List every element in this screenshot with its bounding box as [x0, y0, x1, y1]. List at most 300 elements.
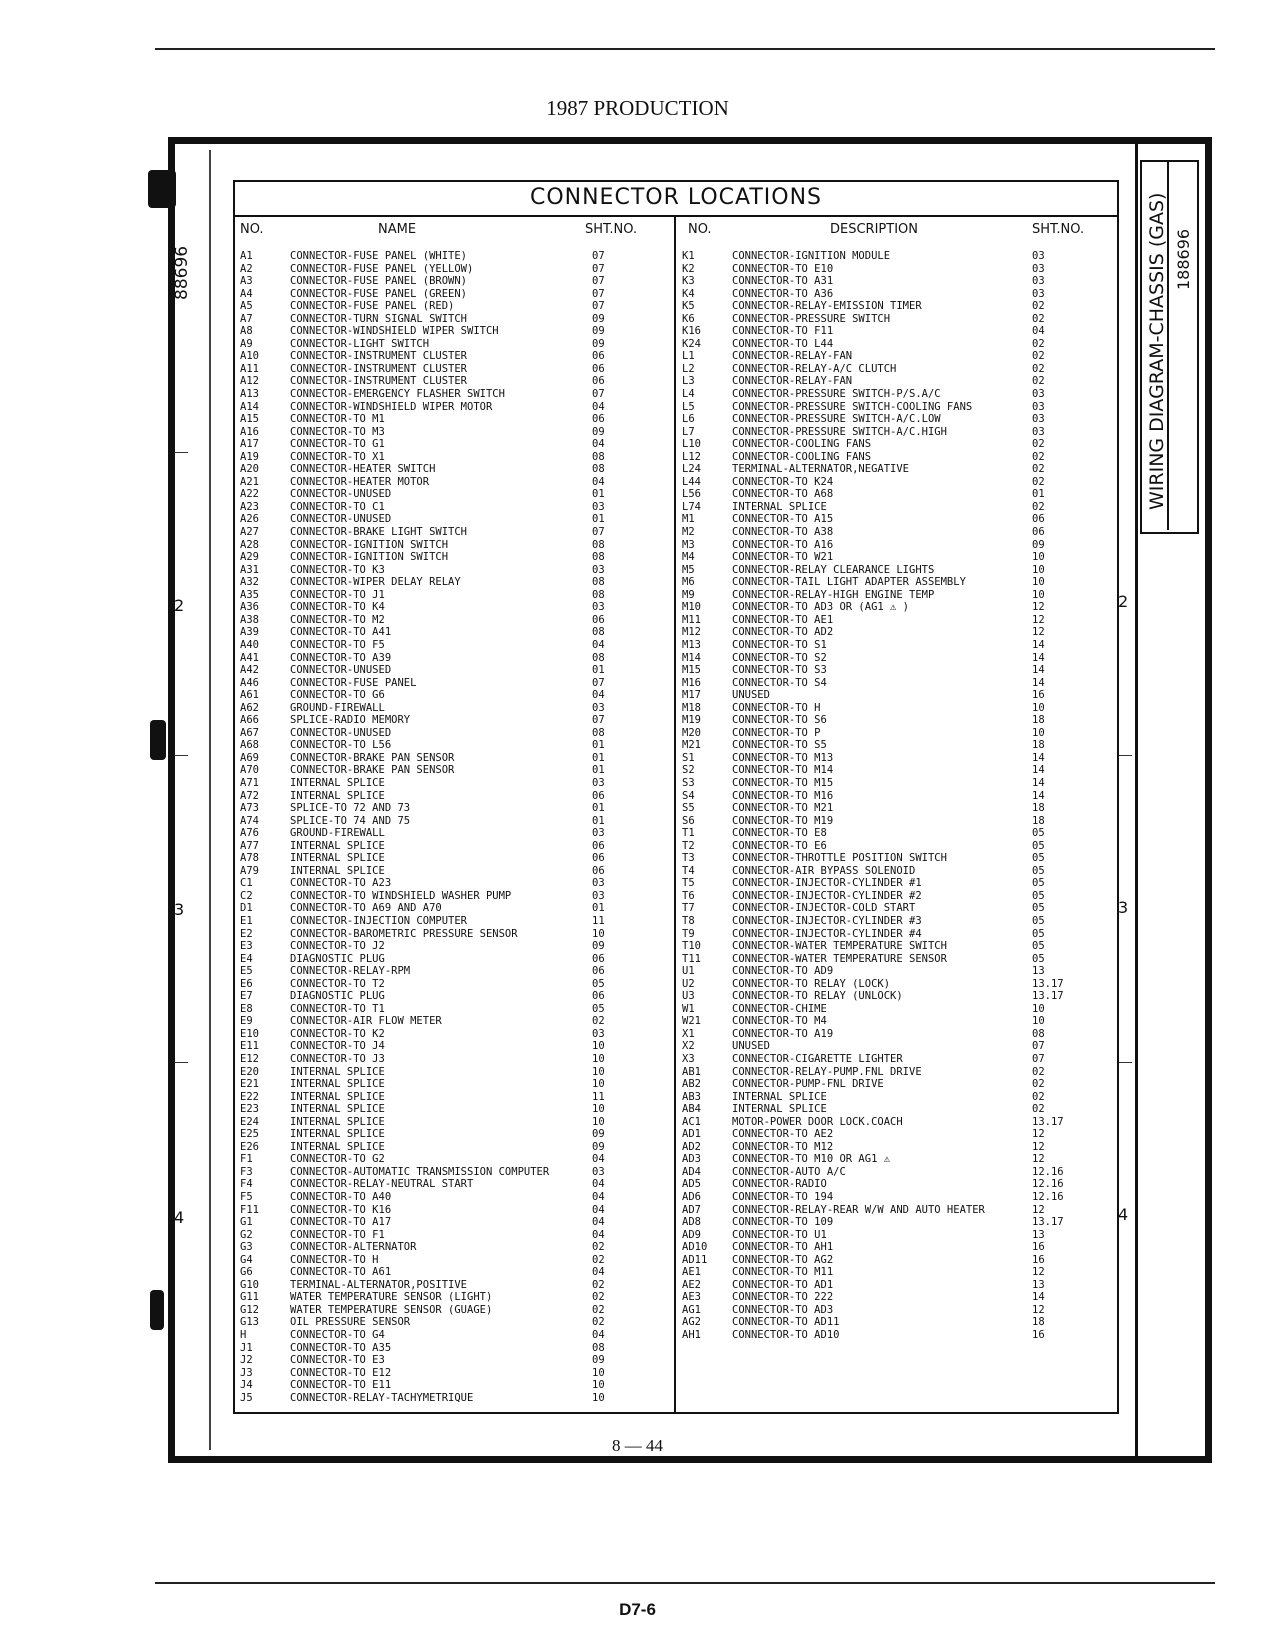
sheet-inner-margin	[209, 150, 211, 1450]
connector-number: S2	[682, 764, 695, 777]
sheet-number: 01	[592, 764, 605, 777]
connector-number: F11	[240, 1203, 259, 1216]
page-header-title: 1987 PRODUCTION	[546, 96, 729, 120]
connector-name: CONNECTOR-TO U1	[732, 1228, 827, 1241]
connector-name: CONNECTOR-RELAY-FAN	[732, 375, 853, 388]
connector-name: CONNECTOR-TO M15	[732, 776, 834, 789]
sheet-number: 05	[1032, 914, 1045, 927]
table-row	[682, 1204, 1107, 1217]
sheet-number: 01	[592, 488, 605, 501]
table-title: CONNECTOR LOCATIONS	[529, 185, 823, 210]
table-row	[240, 626, 665, 639]
connector-name: CONNECTOR-TO M1	[290, 413, 385, 426]
connector-number: A13	[240, 388, 259, 401]
sheet-number: 07	[1032, 1040, 1045, 1053]
zone-tick	[174, 452, 188, 453]
sheet-number: 05	[1032, 952, 1045, 965]
table-row	[682, 1153, 1107, 1166]
connector-name: CONNECTOR-TO G6	[290, 689, 385, 702]
connector-number: A29	[240, 551, 259, 564]
connector-number: M5	[682, 563, 695, 576]
table-row	[682, 764, 1107, 777]
sheet-number: 05	[1032, 864, 1045, 877]
sheet-number: 07	[592, 287, 605, 300]
connector-number: A42	[240, 664, 259, 677]
table-row	[240, 363, 665, 376]
table-row	[682, 1279, 1107, 1292]
connector-name: CONNECTOR-TO L44	[732, 337, 834, 350]
connector-name: CONNECTOR-INJECTOR-CYLINDER #2	[732, 889, 922, 902]
table-row	[240, 1316, 665, 1329]
connector-name: CONNECTOR-IGNITION SWITCH	[290, 538, 449, 551]
connector-number: G1	[240, 1216, 253, 1229]
sheet-number: 10	[592, 1053, 605, 1065]
table-row	[682, 1028, 1107, 1041]
title-rule	[233, 215, 1119, 217]
connector-number: A41	[240, 651, 259, 664]
sheet-number: 14	[1032, 776, 1045, 789]
connector-name: DIAGNOSTIC PLUG	[290, 952, 385, 965]
sheet-number: 10	[1032, 726, 1045, 739]
sheet-number: 10	[1032, 563, 1045, 576]
zone-label-left-2: 2	[174, 596, 185, 615]
sheet-number: 12	[1032, 1153, 1045, 1166]
connector-number: T11	[682, 952, 701, 965]
sheet-number: 12	[1032, 626, 1045, 639]
connector-name: CONNECTOR-TO AD10	[732, 1329, 840, 1342]
connector-name: CONNECTOR-FUSE PANEL (RED)	[290, 300, 455, 313]
sheet-number: 08	[592, 450, 605, 463]
table-row	[240, 1078, 665, 1091]
sheet-number: 13.17	[1032, 1115, 1064, 1128]
connector-name: CONNECTOR-AIR BYPASS SOLENOID	[732, 864, 916, 877]
connector-name: INTERNAL SPLICE	[290, 1065, 385, 1078]
table-row	[240, 451, 665, 464]
table-row	[240, 727, 665, 740]
table-row	[682, 1103, 1107, 1116]
table-row	[240, 263, 665, 276]
connector-name: CONNECTOR-TO M14	[732, 764, 834, 777]
sheet-number: 04	[592, 689, 605, 702]
sheet-number: 06	[592, 864, 605, 877]
connector-number: A40	[240, 638, 259, 651]
connector-name: CONNECTOR-AUTOMATIC TRANSMISSION COMPUTER	[290, 1165, 550, 1178]
sheet-number: 14	[1032, 676, 1045, 689]
connector-number: AD3	[682, 1153, 701, 1166]
sheet-number: 06	[592, 613, 605, 626]
connector-number: A74	[240, 814, 259, 827]
table-row	[240, 1040, 665, 1053]
connector-name: UNUSED	[732, 689, 770, 702]
connector-number: M3	[682, 538, 695, 551]
connector-number: L2	[682, 362, 695, 375]
connector-name: CONNECTOR-TO K3	[290, 563, 385, 576]
connector-name: CONNECTOR-TO G4	[290, 1329, 385, 1342]
table-row	[682, 325, 1107, 338]
connector-number: K4	[682, 287, 695, 300]
connector-number: S1	[682, 751, 695, 764]
table-row	[240, 1279, 665, 1292]
connector-name: CONNECTOR-TO M19	[732, 814, 834, 827]
table-row	[240, 1178, 665, 1191]
connector-number: A68	[240, 739, 259, 752]
connector-name: CONNECTOR-TO AD9	[732, 965, 834, 978]
connector-name: CONNECTOR-INSTRUMENT CLUSTER	[290, 375, 468, 388]
sheet-number: 04	[592, 1178, 605, 1191]
table-row	[240, 501, 665, 514]
connector-name: INTERNAL SPLICE	[732, 500, 827, 513]
table-row	[240, 539, 665, 552]
connector-number: K16	[682, 325, 701, 338]
table-row	[240, 313, 665, 326]
connector-name: CONNECTOR-INJECTOR-COLD START	[732, 902, 916, 915]
connector-name: CONNECTOR-TO F5	[290, 638, 385, 651]
table-row	[682, 426, 1107, 439]
connector-number: A21	[240, 475, 259, 488]
sheet-number: 04	[592, 1228, 605, 1241]
table-row	[682, 890, 1107, 903]
sheet-number: 04	[592, 1216, 605, 1229]
sheet-number: 09	[592, 312, 605, 325]
connector-number: M20	[682, 726, 701, 739]
sheet-number: 14	[1032, 651, 1045, 664]
sheet-number: 18	[1032, 814, 1045, 827]
table-row	[682, 1053, 1107, 1066]
connector-number: AD7	[682, 1203, 701, 1216]
table-row	[240, 802, 665, 815]
table-row	[240, 953, 665, 966]
connector-number: A12	[240, 375, 259, 388]
connector-number: F3	[240, 1165, 253, 1178]
sheet-number: 11	[592, 1090, 605, 1103]
connector-number: A9	[240, 337, 253, 350]
connector-name: INTERNAL SPLICE	[290, 1103, 385, 1116]
table-row	[682, 1191, 1107, 1204]
connector-name: CONNECTOR-TO A61	[290, 1266, 392, 1279]
table-row	[240, 978, 665, 991]
table-row	[240, 1304, 665, 1317]
connector-name: CONNECTOR-TO AD3	[732, 1303, 834, 1316]
table-row	[240, 739, 665, 752]
connector-name: CONNECTOR-RELAY-REAR W/W AND AUTO HEATER	[732, 1203, 985, 1216]
connector-number: A69	[240, 751, 259, 764]
sheet-number: 14	[1032, 789, 1045, 802]
connector-name: CONNECTOR-TO K2	[290, 1027, 385, 1040]
table-row	[240, 1241, 665, 1254]
connector-number: A3	[240, 275, 253, 288]
sheet-number: 12	[1032, 1128, 1045, 1141]
table-row	[682, 275, 1107, 288]
sheet-number: 10	[1032, 1015, 1045, 1028]
connector-number: A62	[240, 701, 259, 714]
connector-number: M11	[682, 613, 701, 626]
connector-number: L74	[682, 500, 701, 513]
connector-name: CONNECTOR-TO S2	[732, 651, 827, 664]
connector-number: A32	[240, 576, 259, 589]
sheet-number: 14	[1032, 638, 1045, 651]
table-row	[240, 752, 665, 765]
sheet-number: 12	[1032, 1140, 1045, 1153]
sheet-number: 03	[592, 701, 605, 714]
connector-name: CONNECTOR-TO K16	[290, 1203, 392, 1216]
connector-name: CONNECTOR-TO RELAY (LOCK)	[732, 977, 891, 990]
sheet-number: 12	[1032, 1303, 1045, 1316]
connector-name: CONNECTOR-IGNITION MODULE	[732, 250, 891, 262]
connector-number: AC1	[682, 1115, 701, 1128]
sheet-number: 09	[592, 1354, 605, 1367]
connector-number: G3	[240, 1241, 253, 1254]
sheet-number: 02	[1032, 1103, 1045, 1116]
table-row	[682, 539, 1107, 552]
sheet-number: 03	[1032, 287, 1045, 300]
sheet-number: 02	[1032, 475, 1045, 488]
connector-name: MOTOR-POWER DOOR LOCK.COACH	[732, 1115, 903, 1128]
connector-number: J2	[240, 1354, 253, 1367]
connector-name: CONNECTOR-TO AD11	[732, 1316, 840, 1329]
connector-name: DIAGNOSTIC PLUG	[290, 990, 385, 1003]
title-block-divider	[1135, 137, 1138, 1462]
connector-name: CONNECTOR-IGNITION SWITCH	[290, 551, 449, 564]
sheet-number: 09	[1032, 538, 1045, 551]
connector-number: A38	[240, 613, 259, 626]
connector-name: CONNECTOR-TO A17	[290, 1216, 392, 1229]
table-row	[682, 526, 1107, 539]
table-row	[682, 1241, 1107, 1254]
table-row	[682, 576, 1107, 589]
connector-number: A78	[240, 852, 259, 865]
sheet-number: 12	[1032, 601, 1045, 614]
connector-number: AH1	[682, 1329, 701, 1342]
column-divider	[674, 217, 676, 1412]
connector-number: E8	[240, 1002, 253, 1015]
left-header-no: NO.	[240, 222, 264, 237]
connector-number: X2	[682, 1040, 695, 1053]
connector-number: F5	[240, 1191, 253, 1204]
sheet-number: 06	[592, 965, 605, 978]
sheet-number: 13	[1032, 965, 1045, 978]
connector-number: M21	[682, 739, 701, 752]
table-row	[240, 1254, 665, 1267]
table-row	[240, 1266, 665, 1279]
table-row	[240, 890, 665, 903]
sheet-number: 16	[1032, 689, 1045, 702]
registration-mark-top	[148, 170, 176, 208]
connector-number: AB4	[682, 1103, 701, 1116]
connector-name: CONNECTOR-RELAY-NEUTRAL START	[290, 1178, 474, 1191]
connector-number: E2	[240, 927, 253, 940]
table-row	[682, 915, 1107, 928]
table-row	[240, 513, 665, 526]
table-row	[240, 601, 665, 614]
sheet-number: 06	[592, 852, 605, 865]
table-row	[682, 601, 1107, 614]
sheet-number: 08	[592, 588, 605, 601]
connector-number: E26	[240, 1140, 259, 1153]
table-row	[240, 551, 665, 564]
table-row	[240, 790, 665, 803]
connector-number: E22	[240, 1090, 259, 1103]
connector-name: CONNECTOR-INJECTOR-CYLINDER #4	[732, 927, 922, 940]
connector-name: CONNECTOR-FUSE PANEL (WHITE)	[290, 250, 468, 262]
table-row	[682, 1128, 1107, 1141]
connector-number: M14	[682, 651, 701, 664]
connector-number: M15	[682, 664, 701, 677]
table-row	[240, 1091, 665, 1104]
connector-name: CONNECTOR-WINDSHIELD WIPER MOTOR	[290, 400, 493, 413]
connector-name: CONNECTOR-UNUSED	[290, 726, 392, 739]
page-footer-code: D7-6	[619, 1600, 656, 1619]
connector-name: CONNECTOR-EMERGENCY FLASHER SWITCH	[290, 388, 505, 401]
zone-tick	[1118, 755, 1132, 756]
sheet-number: 04	[592, 400, 605, 413]
connector-number: S3	[682, 776, 695, 789]
sheet-number: 12.16	[1032, 1191, 1064, 1204]
connector-number: K3	[682, 275, 695, 288]
table-row	[682, 1304, 1107, 1317]
connector-name: CONNECTOR-TURN SIGNAL SWITCH	[290, 312, 468, 325]
connector-name: CONNECTOR-RELAY-RPM	[290, 965, 411, 978]
connector-number: M6	[682, 576, 695, 589]
right-header-description: DESCRIPTION	[830, 222, 918, 237]
connector-number: A15	[240, 413, 259, 426]
table-row	[240, 401, 665, 414]
connector-name: CONNECTOR-UNUSED	[290, 513, 392, 526]
connector-name: CONNECTOR-FUSE PANEL	[290, 676, 417, 689]
table-row	[682, 1316, 1107, 1329]
sheet-number: 03	[1032, 262, 1045, 275]
sheet-number: 16	[1032, 1241, 1045, 1254]
table-row	[240, 1354, 665, 1367]
connector-number: W1	[682, 1002, 695, 1015]
sheet-number: 06	[1032, 526, 1045, 539]
connector-number: A5	[240, 300, 253, 313]
connector-number: A46	[240, 676, 259, 689]
table-row	[240, 852, 665, 865]
connector-name: CONNECTOR-BAROMETRIC PRESSURE SENSOR	[290, 927, 518, 940]
connector-name: CONNECTOR-TO 194	[732, 1191, 834, 1204]
connector-number: A77	[240, 839, 259, 852]
connector-number: T8	[682, 914, 695, 927]
connector-name: TERMINAL-ALTERNATOR,POSITIVE	[290, 1278, 468, 1291]
connector-number: J3	[240, 1366, 253, 1379]
connector-name: CONNECTOR-BRAKE LIGHT SWITCH	[290, 526, 468, 539]
zone-label-right-2: 2	[1118, 592, 1129, 611]
table-row	[240, 1379, 665, 1392]
connector-number: E21	[240, 1078, 259, 1091]
connector-name: CONNECTOR-TO M16	[732, 789, 834, 802]
table-row	[240, 576, 665, 589]
connector-name: CONNECTOR-TO A35	[290, 1341, 392, 1354]
connector-number: M17	[682, 689, 701, 702]
connector-number: J5	[240, 1391, 253, 1404]
connector-number: G6	[240, 1266, 253, 1279]
connector-number: U1	[682, 965, 695, 978]
table-row	[682, 990, 1107, 1003]
connector-number: A28	[240, 538, 259, 551]
table-row	[682, 313, 1107, 326]
sheet-number: 09	[592, 1140, 605, 1153]
connector-number: K6	[682, 312, 695, 325]
table-row	[682, 263, 1107, 276]
table-row	[682, 451, 1107, 464]
connector-name: CONNECTOR-TO H	[290, 1253, 379, 1266]
connector-name: CONNECTOR-FUSE PANEL (BROWN)	[290, 275, 468, 288]
sheet-number: 01	[592, 802, 605, 815]
connector-number: K2	[682, 262, 695, 275]
zone-label-left-3: 3	[174, 900, 185, 919]
connector-number: A1	[240, 250, 253, 262]
connector-number: K1	[682, 250, 695, 262]
sheet-number: 04	[1032, 325, 1045, 338]
table-row	[682, 714, 1107, 727]
connector-name: CONNECTOR-RELAY-PUMP.FNL DRIVE	[732, 1065, 922, 1078]
connector-name: CONNECTOR-AIR FLOW METER	[290, 1015, 442, 1028]
table-row	[682, 928, 1107, 941]
sheet-number: 03	[592, 601, 605, 614]
table-row	[682, 865, 1107, 878]
table-row	[240, 1191, 665, 1204]
table-row	[682, 1329, 1107, 1342]
connector-name: CONNECTOR-TO A36	[732, 287, 834, 300]
connector-number: E1	[240, 914, 253, 927]
sheet-number: 02	[592, 1241, 605, 1254]
connector-name: CONNECTOR-TO S4	[732, 676, 827, 689]
table-row	[240, 827, 665, 840]
connector-number: AD4	[682, 1165, 701, 1178]
sheet-number: 05	[592, 1002, 605, 1015]
connector-number: L6	[682, 413, 695, 426]
connector-number: T4	[682, 864, 695, 877]
table-row	[240, 865, 665, 878]
sheet-number: 16	[1032, 1253, 1045, 1266]
zone-label-right-3: 3	[1118, 898, 1129, 917]
table-row	[240, 325, 665, 338]
sheet-number: 08	[592, 576, 605, 589]
connector-name: CONNECTOR-TO E11	[290, 1379, 392, 1392]
sheet-number: 08	[1032, 1027, 1045, 1040]
table-row	[240, 413, 665, 426]
sheet-number: 03	[592, 776, 605, 789]
sheet-number: 04	[592, 475, 605, 488]
connector-number: X3	[682, 1053, 695, 1065]
connector-number: A11	[240, 362, 259, 375]
connector-number: J1	[240, 1341, 253, 1354]
connector-name: CONNECTOR-COOLING FANS	[732, 450, 872, 463]
table-row	[240, 288, 665, 301]
connector-number: L3	[682, 375, 695, 388]
connector-name: CONNECTOR-TO AD2	[732, 626, 834, 639]
connector-name: CONNECTOR-INSTRUMENT CLUSTER	[290, 362, 468, 375]
zone-label-left-4: 4	[174, 1208, 185, 1227]
connector-number: A67	[240, 726, 259, 739]
table-row	[682, 388, 1107, 401]
connector-number: A76	[240, 827, 259, 840]
connector-number: AD8	[682, 1216, 701, 1229]
registration-mark-middle	[150, 720, 166, 760]
connector-name: CONNECTOR-TO P	[732, 726, 821, 739]
connector-name: CONNECTOR-WATER TEMPERATURE SENSOR	[732, 952, 947, 965]
sheet-number: 04	[592, 638, 605, 651]
table-row	[682, 1216, 1107, 1229]
connector-number: M9	[682, 588, 695, 601]
connector-name: CONNECTOR-RELAY-HIGH ENGINE TEMP	[732, 588, 935, 601]
table-row	[240, 1116, 665, 1129]
sheet-number: 04	[592, 1153, 605, 1166]
sheet-number: 10	[592, 1078, 605, 1091]
connector-name: CONNECTOR-TO J2	[290, 940, 385, 953]
connector-number: S6	[682, 814, 695, 827]
connector-name: CONNECTOR-TO W21	[732, 551, 834, 564]
